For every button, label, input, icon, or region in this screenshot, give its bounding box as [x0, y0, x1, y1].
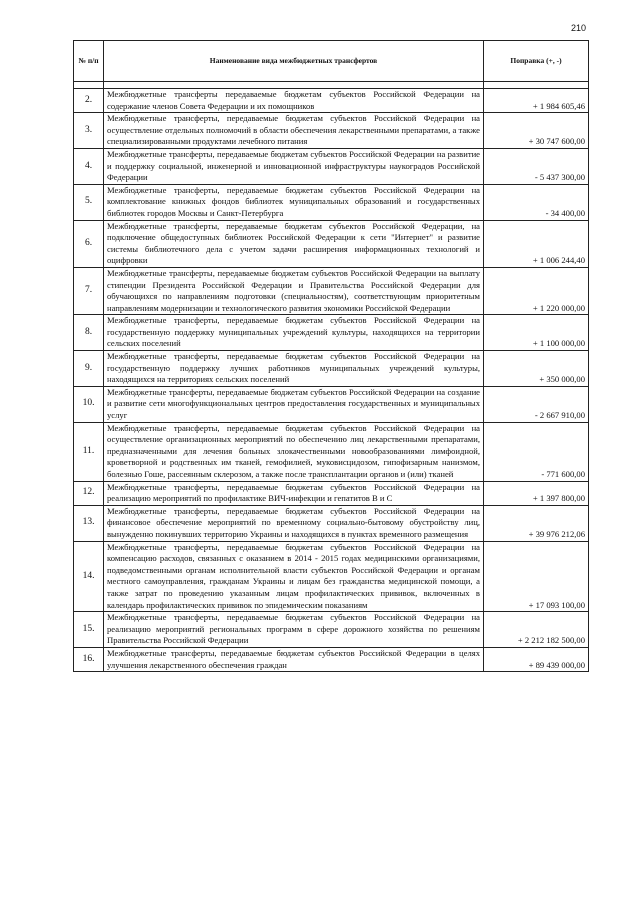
table-row [74, 220, 589, 267]
table-body [74, 82, 589, 672]
table-row [74, 612, 589, 648]
row-number: 11. [74, 422, 104, 481]
row-amendment: + 1 984 605,46 [484, 89, 589, 113]
row-number: 7. [74, 267, 104, 314]
row-transfer-name: Межбюджетные трансферты, передаваемые бюджетам субъектов Российской Федерации на осуществление отдельных полномочий в области обеспечения лекарственными препаратами, а также специализированными продуктами лечебного питания [104, 113, 484, 149]
header-amendment: Поправка (+, -) [484, 41, 589, 82]
table-row [74, 113, 589, 149]
row-number: 6. [74, 220, 104, 267]
row-amendment: + 1 100 000,00 [484, 315, 589, 351]
row-amendment: + 39 976 212,06 [484, 505, 589, 541]
row-amendment: + 30 747 600,00 [484, 113, 589, 149]
table-row [74, 315, 589, 351]
row-amendment: + 2 212 182 500,00 [484, 612, 589, 648]
page-number: 210 [571, 23, 587, 33]
row-number: 14. [74, 541, 104, 612]
row-number: 4. [74, 148, 104, 184]
row-number: 3. [74, 113, 104, 149]
row-number: 5. [74, 184, 104, 220]
row-transfer-name: Межбюджетные трансферты, передаваемые бюджетам субъектов Российской Федерации на государственную поддержку лучших работников муниципальных учреждений культуры, находящихся на территориях сельских поселений [104, 351, 484, 387]
row-number: 16. [74, 647, 104, 671]
table-row [74, 148, 589, 184]
row-amendment: + 350 000,00 [484, 351, 589, 387]
row-amendment: + 1 006 244,40 [484, 220, 589, 267]
row-transfer-name: Межбюджетные трансферты, передаваемые бюджетам субъектов Российской Федерации в целях улучшения лекарственного обеспечения граждан [104, 647, 484, 671]
row-transfer-name: Межбюджетные трансферты, передаваемые бюджетам субъектов Российской Федерации на создание и развитие сети многофункциональных центров предоставления государственных и муниципальных услуг [104, 386, 484, 422]
table-row [74, 481, 589, 505]
row-transfer-name: Межбюджетные трансферты, передаваемые бюджетам субъектов Российской Федерации на реализацию мероприятий региональных программ в сфере дорожного хозяйства по решениям Правительства Российской Федерации [104, 612, 484, 648]
header-transfer-name: Наименование вида межбюджетных трансфертов [104, 41, 484, 82]
row-transfer-name: Межбюджетные трансферты, передаваемые бюджетам субъектов Российской Федерации на осуществление организационных мероприятий по обеспечению лиц лекарственными препаратами, предназначенными для лечения больных злокачественными новообразованиями лимфоидной, кроветворной и родственных им тканей, гемофилией, муковисцидозом, гипофизарным нанизмом, болезнью Гоше, рассеянным склерозом, а также после трансплантации органов и (или) тканей [104, 422, 484, 481]
table-spacer [74, 82, 589, 89]
row-transfer-name: Межбюджетные трансферты, передаваемые бюджетам субъектов Российской Федерации на финансовое обеспечение мероприятий по временному социально-бытовому обустройству лиц, вынужденно покинувших территорию Украины и находящихся в пунктах временного размещения [104, 505, 484, 541]
row-transfer-name: Межбюджетные трансферты, передаваемые бюджетам субъектов Российской Федерации на выплату стипендии Президента Российской Федерации и Правительства Российской Федерации для обучающихся по направлениям подготовки (специальностям), соответствующим приоритетным направлениям модернизации и технологического развития экономики Российской Федерации [104, 267, 484, 314]
table-row [74, 89, 589, 113]
table-row [74, 505, 589, 541]
table-row [74, 422, 589, 481]
row-amendment: - 5 437 300,00 [484, 148, 589, 184]
row-transfer-name: Межбюджетные трансферты, передаваемые бюджетам субъектов Российской Федерации на развитие и поддержку социальной, инженерной и инновационной инфраструктуры наукоградов Российской Федерации [104, 148, 484, 184]
transfers-table [73, 40, 589, 672]
row-amendment: + 1 397 800,00 [484, 481, 589, 505]
table-header-row [74, 41, 589, 82]
row-transfer-name: Межбюджетные трансферты, передаваемые бюджетам субъектов Российской Федерации, на подключение общедоступных библиотек Российской Федерации к сети "Интернет" и развитие системы библиотечного дела с учетом задачи расширения информационных технологий и оцифровки [104, 220, 484, 267]
row-number: 10. [74, 386, 104, 422]
row-transfer-name: Межбюджетные трансферты передаваемые бюджетам субъектов Российской Федерации на содержание членов Совета Федерации и их помощников [104, 89, 484, 113]
row-amendment: - 34 400,00 [484, 184, 589, 220]
row-transfer-name: Межбюджетные трансферты, передаваемые бюджетам субъектов Российской Федерации на компенсацию расходов, связанных с оказанием в 2014 - 2015 годах медицинскими организациями, подведомственными органам исполнительной власти субъектов Российской Федерации и органам местного самоуправления, гражданам Украины и лицам без гражданства медицинской помощи, а также затрат по проведению указанным лицам профилактических прививок, включенных в календарь профилактических прививок по эпидемическим показаниям [104, 541, 484, 612]
row-amendment: - 2 667 910,00 [484, 386, 589, 422]
row-number: 2. [74, 89, 104, 113]
table-row [74, 184, 589, 220]
row-number: 8. [74, 315, 104, 351]
table-row [74, 351, 589, 387]
table-row [74, 267, 589, 314]
row-amendment: + 1 220 000,00 [484, 267, 589, 314]
row-transfer-name: Межбюджетные трансферты, передаваемые бюджетам субъектов Российской Федерации на комплектование книжных фондов библиотек муниципальных образований и государственных библиотек городов Москвы и Санкт-Петербурга [104, 184, 484, 220]
row-transfer-name: Межбюджетные трансферты, передаваемые бюджетам субъектов Российской Федерации на реализацию мероприятий по профилактике ВИЧ-инфекции и гепатитов В и С [104, 481, 484, 505]
table-row [74, 647, 589, 671]
row-amendment: - 771 600,00 [484, 422, 589, 481]
row-number: 15. [74, 612, 104, 648]
row-number: 9. [74, 351, 104, 387]
row-amendment: + 17 093 100,00 [484, 541, 589, 612]
row-number: 13. [74, 505, 104, 541]
row-transfer-name: Межбюджетные трансферты, передаваемые бюджетам субъектов Российской Федерации на государственную поддержку муниципальных учреждений культуры, находящихся на территории сельских поселений [104, 315, 484, 351]
table-row [74, 386, 589, 422]
row-number: 12. [74, 481, 104, 505]
row-amendment: + 89 439 000,00 [484, 647, 589, 671]
header-number: № п/п [74, 41, 104, 82]
table-row [74, 541, 589, 612]
